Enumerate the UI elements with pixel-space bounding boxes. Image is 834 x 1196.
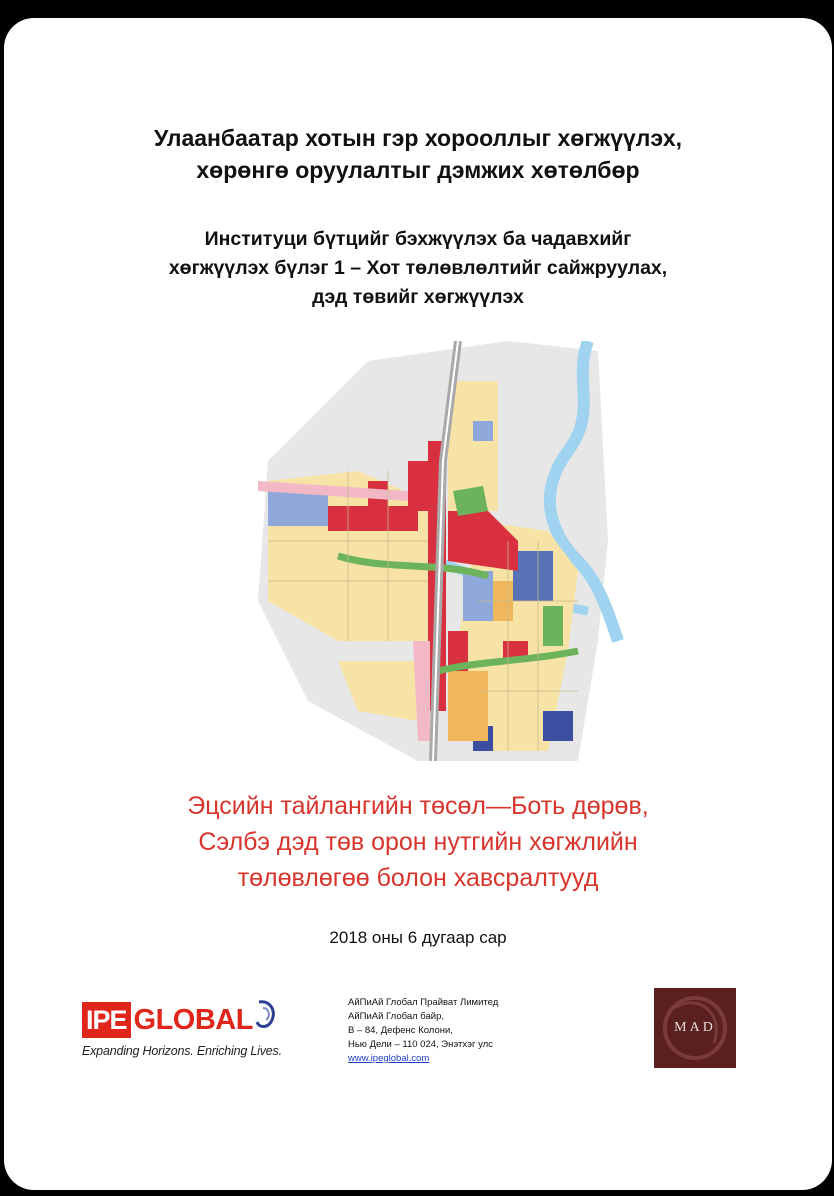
address-line-3: В – 84, Дефенс Колони, bbox=[348, 1025, 453, 1036]
document-title bbox=[4, 122, 832, 186]
website-link[interactable]: www.ipeglobal.com bbox=[348, 1053, 430, 1064]
report-title-line-2: Сэлбэ дэд төв орон нутгийн хөгжлийн bbox=[198, 828, 638, 856]
title-line-1: Улаанбаатар хотын гэр хорооллыг хөгжүүлэх, bbox=[153, 125, 682, 151]
mad-logo bbox=[654, 988, 736, 1068]
report-title-line-3: төлөвлөгөө болон хавсралтууд bbox=[237, 864, 599, 892]
address-line-4: Нью Дели – 110 024, Энэтхэг улс bbox=[348, 1039, 493, 1050]
subtitle-line-3: дэд төвийг хөгжүүлэх bbox=[312, 286, 524, 308]
report-title-line-1: Эцсийн тайлангийн төсөл—Боть дөрөв, bbox=[187, 792, 649, 820]
address-line-2: АйПиАй Глобал байр, bbox=[348, 1011, 445, 1022]
ipe-logo-box: IPE bbox=[82, 1002, 131, 1038]
title-line-2: хөрөнгө оруулалтыг дэмжих хөтөлбөр bbox=[196, 157, 640, 183]
land-use-map-image bbox=[248, 341, 628, 761]
address-line-1: АйПиАй Глобал Прайват Лимитед bbox=[348, 997, 499, 1008]
document-subtitle bbox=[4, 225, 832, 312]
publication-date: 2018 оны 6 дугаар сар bbox=[329, 928, 507, 947]
company-address bbox=[348, 996, 498, 1066]
globe-swirl-icon bbox=[253, 998, 279, 1032]
subtitle-line-2: хөгжүүлэх бүлэг 1 – Хот төлөвлөлтийг сайжруулах, bbox=[168, 257, 668, 279]
logo-tagline: Expanding Horizons. Enriching Lives. bbox=[82, 1044, 282, 1058]
report-title bbox=[4, 788, 832, 896]
document-page bbox=[4, 18, 832, 1190]
subtitle-line-1: Институци бүтцийг бэхжүүлэх ба чадавхийг bbox=[204, 228, 632, 250]
global-logo-text: GLOBAL bbox=[133, 1003, 253, 1036]
mad-logo-text: MAD bbox=[674, 1020, 716, 1035]
ipe-global-logo bbox=[82, 998, 296, 1068]
